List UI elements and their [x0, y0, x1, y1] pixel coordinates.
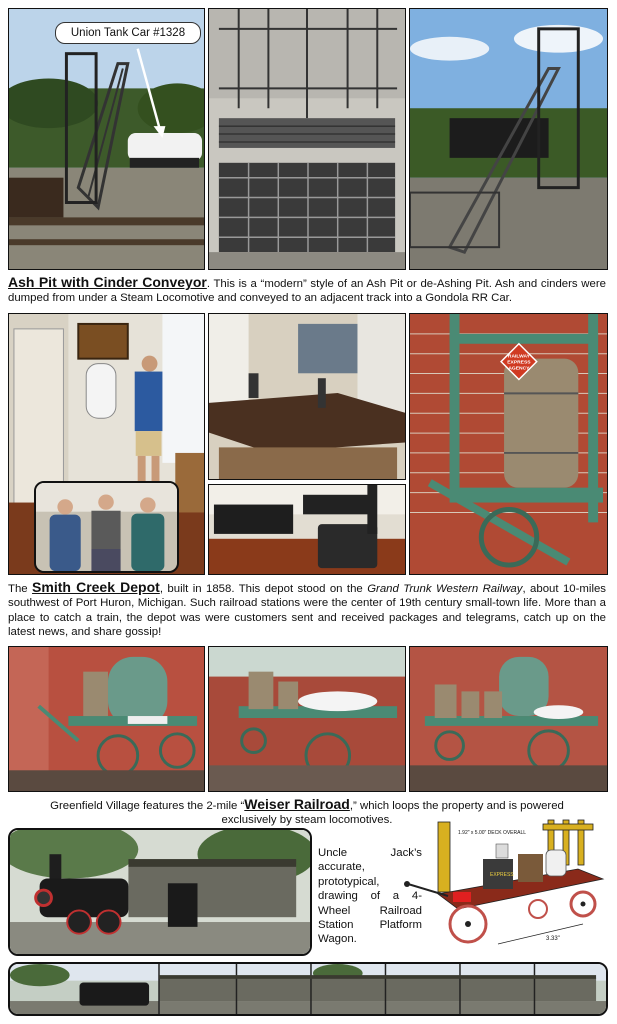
ash-pit-title: Ash Pit with Cinder Conveyor [8, 274, 207, 290]
drawing-sign-text: EXPRESS [490, 872, 514, 878]
wagon-photo-right [409, 646, 608, 792]
depot-title: Smith Creek Depot [32, 579, 160, 595]
deck-dimension-label: 1.92" x 5.00" DECK OVERALL [458, 830, 527, 836]
wagon-photo-center [208, 646, 406, 792]
depot-caption [8, 580, 606, 640]
wagon-photo-left [8, 646, 205, 792]
depot-text-2: , about 10-miles southwest of Port Huron, Michigan. Such railroad stations were the center of 19th century small-town life. More than a place to catch a train, the depot was were customers sent and received packages and telegrams, catch up on the latest news, and share gossip! [8, 583, 606, 639]
locomotive-photo [8, 828, 312, 956]
ash-pit-photo-center [208, 8, 406, 270]
depot-railway-name: Grand Trunk Western Railway [367, 583, 523, 595]
depot-photo-waiting-room [208, 484, 406, 575]
ash-pit-photo-left [8, 8, 205, 270]
wagon-drawing [398, 814, 610, 962]
drawing-description: Uncle Jack’s accurate, prototypical, drawing of a 4-Wheel Railroad Station Platform Wagon. [318, 847, 422, 946]
tank-car-callout: Union Tank Car #1328 [55, 22, 201, 44]
railroad-text: ,” which loops the property and is powered exclusively by steam locomotives. [221, 800, 564, 827]
sign-line-2: EXPRESS [507, 360, 531, 366]
depot-photo-ticket-office [208, 313, 406, 480]
railroad-title: Weiser Railroad [244, 796, 350, 812]
length-dimension-label: 3.33" [546, 936, 560, 942]
ash-pit-text: . This is a “modern” style of an Ash Pit or de-Ashing Pit. Ash and cinders were dumped from under a Steam Locomotive and conveyed to an adjacent track into a Gondola RR Car. [8, 278, 606, 305]
depot-photo-express-cart [409, 313, 608, 575]
depot-text-1: , built in 1858. This depot stood on the [159, 583, 368, 595]
railroad-lead: Greenfield Village features the 2-mile “ [50, 800, 245, 812]
ash-pit-photo-right [409, 8, 608, 270]
train-panorama-strip [8, 962, 608, 1016]
visitors-inset-photo [34, 481, 179, 573]
sign-line-3: AGENCY [508, 366, 530, 372]
ash-pit-caption [8, 275, 606, 306]
sign-line-1: RAILWAY [507, 354, 530, 360]
depot-lead: The [8, 583, 33, 595]
